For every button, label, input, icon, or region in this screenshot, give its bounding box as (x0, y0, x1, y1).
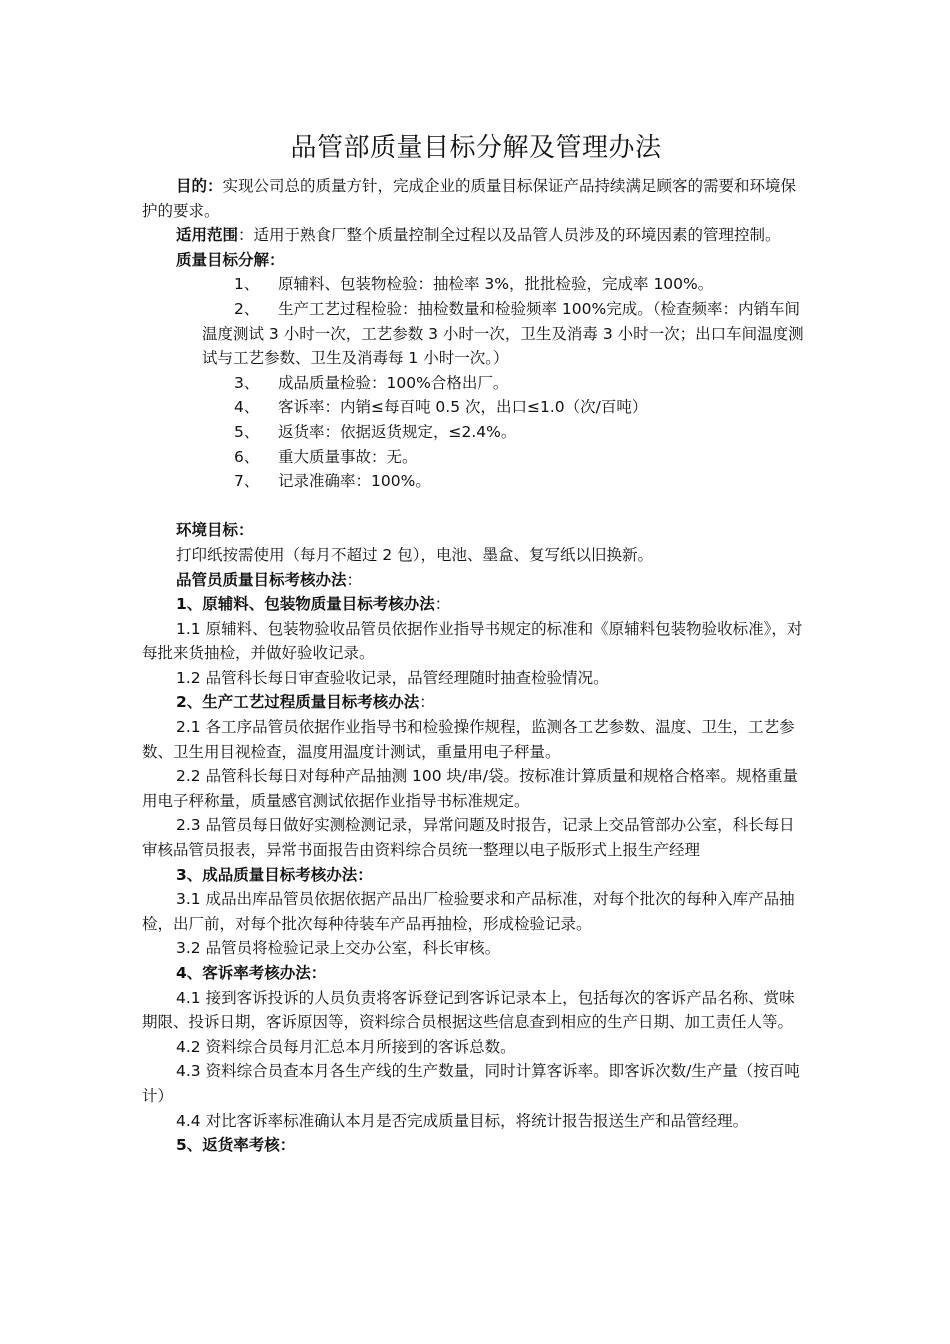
assessment-colon: ： (346, 570, 363, 589)
quality-goals-list (142, 272, 810, 493)
scope-label: 适用范围 (176, 226, 239, 245)
assessment-heading-text: 品管员质量目标考核办法 (176, 570, 347, 589)
section-heading-text: 4、客诉率考核办法： (176, 964, 327, 982)
item-number: 1、 (234, 275, 260, 294)
env-goal-heading: 环境目标： (176, 521, 254, 540)
scope-paragraph (142, 223, 810, 248)
list-item (142, 420, 810, 445)
blank-line (142, 494, 810, 519)
section-heading (142, 690, 810, 715)
section-paragraph: 2.1 各工序品管员依据作业指导书和检验操作规程，监测各工艺参数、温度、卫生，工艺参数、卫生用目视检查，温度用温度计测试，重量用电子秤量。 (142, 718, 795, 761)
section-heading-text: 2、生产工艺过程质量目标考核办法 (176, 693, 420, 712)
section-heading-colon: ： (434, 595, 451, 614)
item-number: 7、 (234, 472, 260, 491)
section-heading (142, 1133, 810, 1158)
section-heading (142, 863, 810, 888)
item-text: 成品质量检验：100%合格出厂。 (278, 373, 509, 392)
list-item (142, 272, 810, 297)
item-text: 重大质量事故：无。 (278, 447, 418, 466)
item-text: 客诉率：内销≤每百吨 0.5 次，出口≤1.0（次/百吨） (278, 398, 648, 417)
item-number: 4、 (234, 398, 260, 417)
scope-text: ：适用于熟食厂整个质量控制全过程以及品管人员涉及的环境因素的管理控制。 (238, 226, 781, 245)
list-item (142, 371, 810, 396)
item-text: 记录准确率：100%。 (278, 472, 431, 491)
section-paragraph: 4.4 对比客诉率标准确认本月是否完成质量目标，将统计报告报送生产和品管经理。 (176, 1111, 749, 1130)
item-text: 生产工艺过程检验：抽检数量和检验频率 100%完成。（检查频率：内销车间温度测试 3 小时一次，工艺参数 3 小时一次，卫生及消毒 3 小时一次；出口车间温度测试与工艺参数、卫生及消毒每 1 小时一次。） (202, 299, 804, 368)
document-page (142, 128, 810, 1158)
item-number: 2、 (234, 299, 260, 318)
section-paragraph: 1.1 原辅料、包装物验收品管员依据作业指导书规定的标准和《原辅料包装物验收标准》，对每批来货抽检，并做好验收记录。 (142, 619, 803, 663)
section-heading (142, 961, 810, 986)
list-item (142, 445, 810, 470)
section-heading-text: 3、成品质量目标考核办法： (176, 865, 373, 884)
section-paragraph: 3.1 成品出库品管员依据依据产品出厂检验要求和产品标准，对每个批次的每种入库产品抽检，出厂前，对每个批次每种待装车产品再抽检，形成检验记录。 (142, 890, 795, 933)
section-paragraph: 3.2 品管员将检验记录上交办公室，科长审核。 (176, 939, 501, 958)
section-heading-colon: ： (419, 693, 435, 712)
purpose-paragraph (142, 174, 810, 223)
purpose-text: 实现公司总的质量方针，完成企业的质量目标保证产品持续满足顾客的需要和环境保护的要求。 (142, 177, 797, 220)
document-title: 品管部质量目标分解及管理办法 (290, 133, 662, 163)
section-heading-text: 5、返货率考核： (176, 1136, 296, 1155)
purpose-label: 目的： (176, 177, 223, 195)
list-item (142, 395, 810, 420)
env-goal-text: 打印纸按需使用（每月不超过 2 包），电池、墨盒、复写纸以旧换新。 (176, 545, 653, 564)
item-number: 6、 (234, 447, 260, 466)
section-heading-text: 1、原辅料、包装物质量目标考核办法 (176, 595, 435, 614)
section-paragraph: 2.2 品管科长每日对每种产品抽测 100 块/串/袋。按标准计算质量和规格合格率。规格重量用电子秤称量，质量感官测试依据作业指导书标准规定。 (142, 767, 798, 810)
assessment-heading (142, 568, 810, 593)
section-paragraph: 4.3 资料综合员查本月各生产线的生产数量，同时计算客诉率。即客诉次数/生产量（按百吨计） (142, 1062, 800, 1105)
item-number: 3、 (234, 373, 260, 392)
list-item (142, 469, 810, 494)
item-number: 5、 (234, 422, 260, 441)
section-paragraph: 1.2 品管科长每日审查验收记录，品管经理随时抽查检验情况。 (176, 668, 609, 687)
item-text: 返货率：依据返货规定，≤2.4%。 (278, 422, 517, 441)
section-paragraph: 4.1 接到客诉投诉的人员负责将客诉登记到客诉记录本上，包括每次的客诉产品名称、赏味期限、投诉日期，客诉原因等，资料综合员根据这些信息查到相应的生产日期、加工责任人等。 (142, 988, 795, 1032)
quality-goals-heading: 质量目标分解： (176, 250, 285, 269)
section-heading (142, 592, 810, 617)
section-paragraph: 2.3 品管员每日做好实测检测记录，异常问题及时报告，记录上交品管部办公室，科长每日审核品管员报表，异常书面报告由资料综合员统一整理以电子版形式上报生产经理 (142, 816, 795, 860)
list-item (142, 297, 810, 371)
section-paragraph: 4.2 资料综合员每月汇总本月所接到的客诉总数。 (176, 1037, 516, 1056)
item-text: 原辅料、包装物检验：抽检率 3%，批批检验，完成率 100%。 (278, 275, 714, 294)
